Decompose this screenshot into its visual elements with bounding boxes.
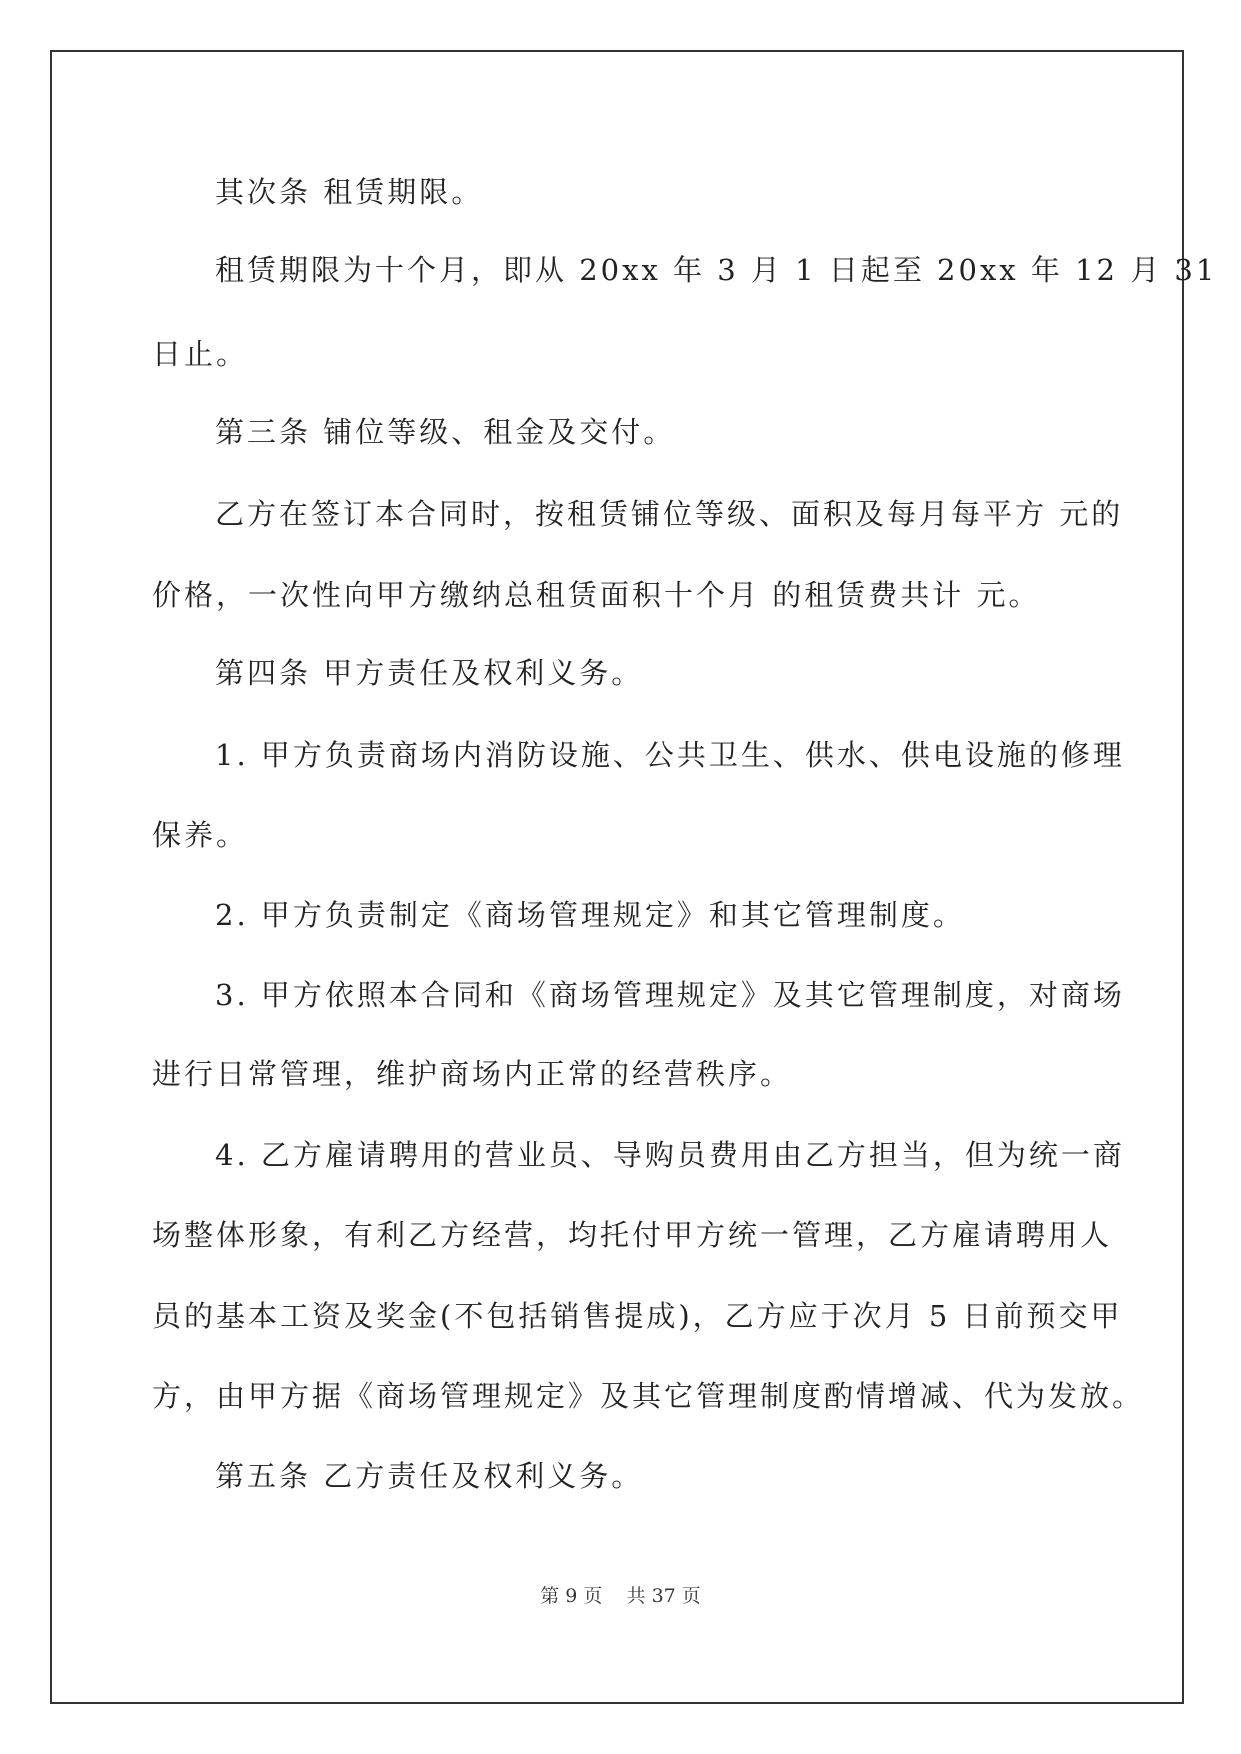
text-line: 2. 甲方负责制定《商场管理规定》和其它管理制度。 bbox=[215, 898, 965, 932]
text-line: 价格，一次性向甲方缴纳总租赁面积十个月 的租赁费共计 元。 bbox=[152, 578, 1041, 612]
text-line: 3. 甲方依照本合同和《商场管理规定》及其它管理制度，对商场 bbox=[215, 978, 1125, 1012]
text-line: 乙方在签订本合同时，按租赁铺位等级、面积及每月每平方 元的 bbox=[215, 497, 1124, 531]
page-number-footer: 第 9 页 共 37 页 bbox=[540, 1585, 701, 1607]
text-line: 1. 甲方负责商场内消防设施、公共卫生、供水、供电设施的修理 bbox=[215, 738, 1125, 772]
text-line: 第三条 铺位等级、租金及交付。 bbox=[215, 415, 676, 449]
text-line: 4. 乙方雇请聘用的营业员、导购员费用由乙方担当，但为统一商 bbox=[215, 1138, 1125, 1172]
text-line: 进行日常管理，维护商场内正常的经营秩序。 bbox=[152, 1057, 793, 1091]
text-line: 员的基本工资及奖金(不包括销售提成)，乙方应于次月 5 日前预交甲 bbox=[152, 1299, 1123, 1333]
text-line: 第五条 乙方责任及权利义务。 bbox=[215, 1459, 644, 1493]
text-line: 日止。 bbox=[152, 337, 249, 371]
text-line: 其次条 租赁期限。 bbox=[215, 175, 484, 209]
text-line: 方，由甲方据《商场管理规定》及其它管理制度酌情增减、代为发放。 bbox=[152, 1379, 1145, 1413]
text-line: 保养。 bbox=[152, 818, 249, 852]
text-line: 租赁期限为十个月，即从 20xx 年 3 月 1 日起至 20xx 年 12 月 31 bbox=[215, 253, 1218, 287]
text-line: 第四条 甲方责任及权利义务。 bbox=[215, 656, 644, 690]
text-line: 场整体形象，有利乙方经营，均托付甲方统一管理，乙方雇请聘用人 bbox=[152, 1218, 1113, 1252]
